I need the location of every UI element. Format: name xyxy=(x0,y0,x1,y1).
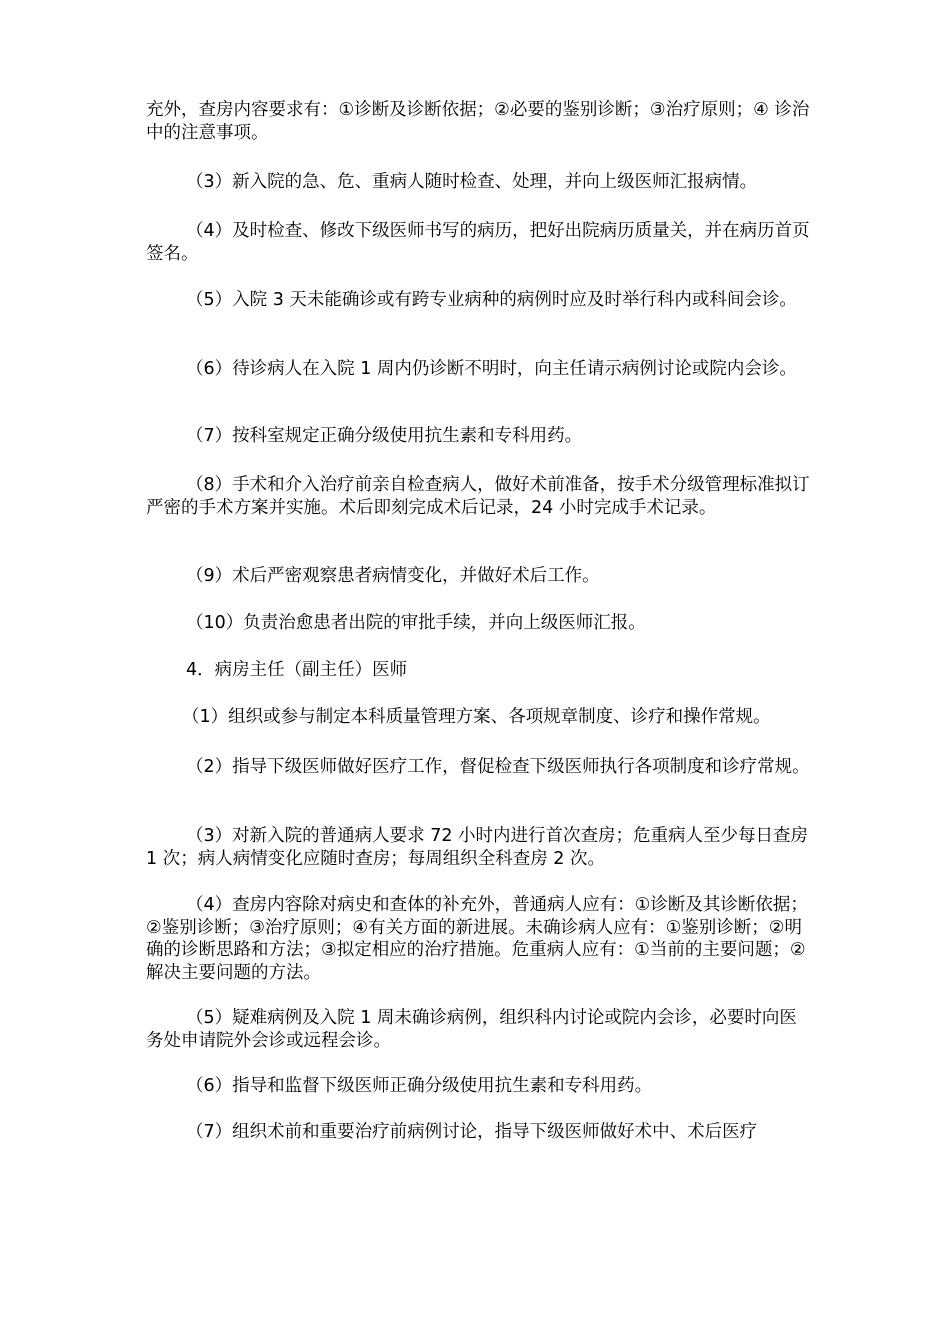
paragraph-item-8: （8）手术和介入治疗前亲自检查病人，做好术前准备，按手术分级管理标准拟订严密的手术方案并实施。术后即刻完成术后记录，24 小时完成手术记录。 xyxy=(146,475,810,518)
paragraph-director-item-7: （7）组织术前和重要治疗前病例讨论，指导下级医师做好术中、术后医疗 xyxy=(186,1122,758,1142)
paragraph-item-7: （7）按科室规定正确分级使用抗生素和专科用药。 xyxy=(186,426,583,446)
paragraph-director-item-1: （1）组织或参与制定本科质量管理方案、各项规章制度、诊疗和操作常规。 xyxy=(182,707,771,727)
paragraph-director-item-2: （2）指导下级医师做好医疗工作，督促检查下级医师执行各项制度和诊疗常规。 xyxy=(186,757,810,777)
paragraph-item-4: （4）及时检查、修改下级医师书写的病历，把好出院病历质量关，并在病历首页签名。 xyxy=(146,221,810,264)
paragraph-director-item-4: （4）查房内容除对病史和查体的补充外，普通病人应有：①诊断及其诊断依据；②鉴别诊断；③治疗原则；④有关方面的新进展。未确诊病人应有：①鉴别诊断；②明确的诊断思路和方法；③拟定相应的治疗措施。危重病人应有：①当前的主要问题；②解决主要问题的方法。 xyxy=(146,895,808,983)
paragraph-director-item-3: （3）对新入院的普通病人要求 72 小时内进行首次查房；危重病人至少每日查房 1 次；病人病情变化应随时查房；每周组织全科查房 2 次。 xyxy=(146,826,809,869)
section-heading-ward-director: 4．病房主任（副主任）医师 xyxy=(186,660,408,680)
paragraph-director-item-6: （6）指导和监督下级医师正确分级使用抗生素和专科用药。 xyxy=(186,1076,653,1096)
paragraph-item-6: （6）待诊病人在入院 1 周内仍诊断不明时，向主任请示病例讨论或院内会诊。 xyxy=(186,359,797,379)
paragraph-item-5: （5）入院 3 天未能确诊或有跨专业病种的病例时应及时举行科内或科间会诊。 xyxy=(186,290,797,310)
paragraph-item-3: （3）新入院的急、危、重病人随时检查、处理，并向上级医师汇报病情。 xyxy=(186,172,758,192)
paragraph-item-10: （10）负责治愈患者出院的审批手续，并向上级医师汇报。 xyxy=(186,613,646,633)
paragraph-ward-rounds-continued: 充外，查房内容要求有：①诊断及诊断依据；②必要的鉴别诊断；③治疗原则；④ 诊治中的注意事项。 xyxy=(146,100,810,143)
paragraph-item-9: （9）术后严密观察患者病情变化，并做好术后工作。 xyxy=(186,566,600,586)
paragraph-director-item-5: （5）疑难病例及入院 1 周未确诊病例，组织科内讨论或院内会诊，必要时向医务处申请院外会诊或远程会诊。 xyxy=(146,1008,797,1051)
